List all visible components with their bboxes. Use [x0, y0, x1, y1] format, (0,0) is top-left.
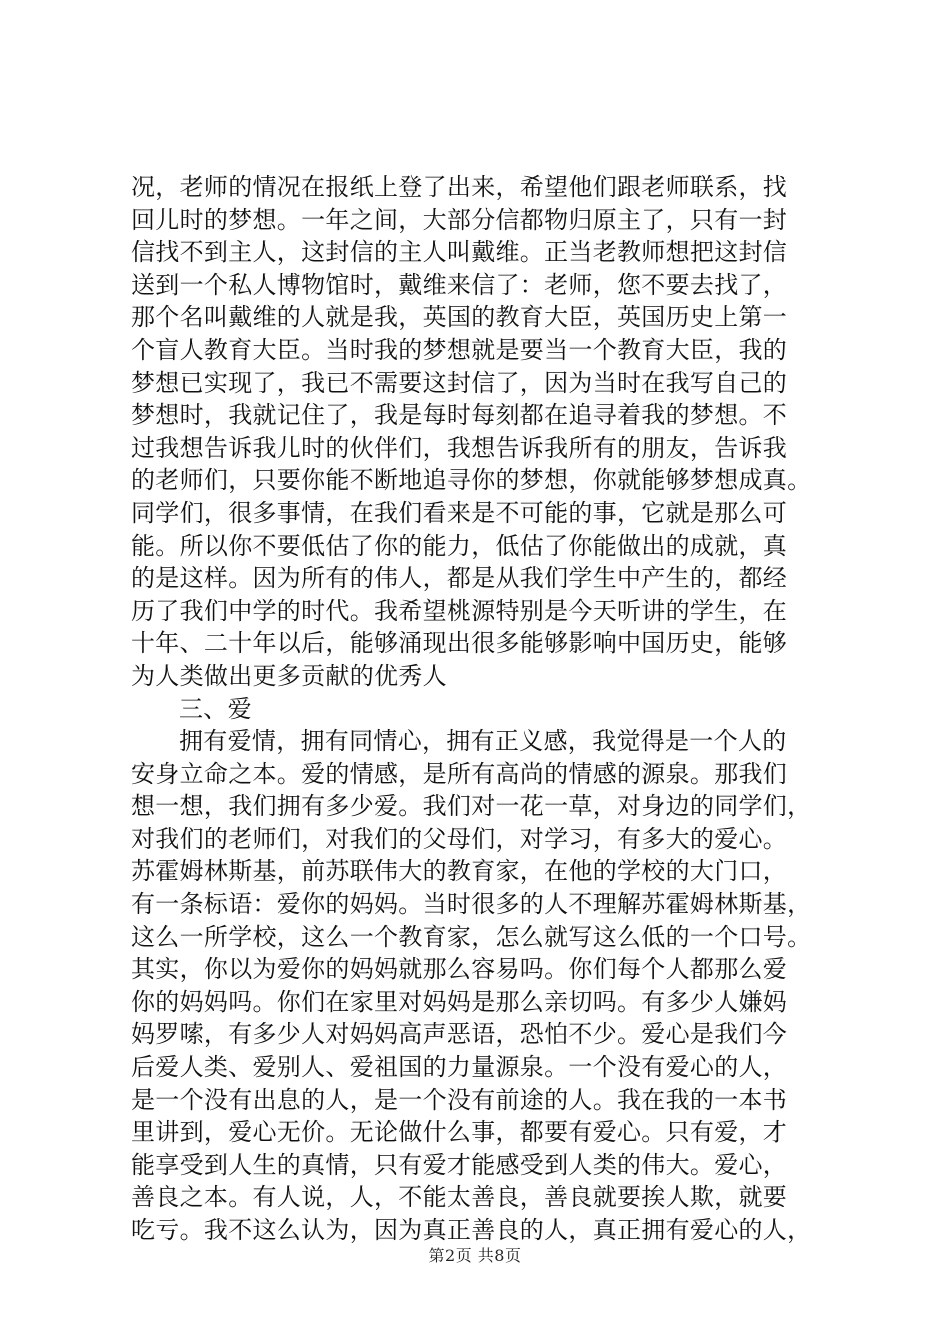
text-line: 梦想已实现了，我已不需要这封信了，因为当时在我写自己的 — [131, 368, 788, 397]
text-line: 十年、二十年以后，能够涌现出很多能够影响中国历史，能够 — [131, 629, 788, 658]
text-line: 苏霍姆林斯基，前苏联伟大的教育家，在他的学校的大门口， — [131, 857, 788, 886]
text-line: 善良之本。有人说，人，不能太善良，善良就要挨人欺，就要 — [131, 1183, 788, 1212]
text-line: 回儿时的梦想。一年之间，大部分信都物归原主了，只有一封 — [131, 205, 788, 234]
text-line: 想一想，我们拥有多少爱。我们对一花一草，对身边的同学们， — [131, 792, 812, 821]
text-line: 吃亏。我不这么认为，因为真正善良的人，真正拥有爱心的人， — [131, 1216, 812, 1244]
text-line: 能享受到人生的真情，只有爱才能感受到人类的伟大。爱心， — [131, 1150, 788, 1179]
section-heading: 三、爱 — [179, 694, 252, 723]
paragraph-first-line: 拥有爱情，拥有同情心，拥有正义感，我觉得是一个人的 — [179, 727, 787, 756]
text-line: 为人类做出更多贡献的优秀人 — [131, 661, 447, 690]
text-line: 能。所以你不要低估了你的能力，低估了你能做出的成就，真 — [131, 531, 788, 560]
text-line: 后爱人类、爱别人、爱祖国的力量源泉。一个没有爱心的人， — [131, 1053, 788, 1082]
text-line: 况，老师的情况在报纸上登了出来，希望他们跟老师联系，找 — [131, 173, 788, 201]
text-line: 过我想告诉我儿时的伙伴们，我想告诉我所有的朋友，告诉我 — [131, 433, 788, 462]
text-line: 其实，你以为爱你的妈妈就那么容易吗。你们每个人都那么爱 — [131, 955, 788, 984]
text-line: 是一个没有出息的人，是一个没有前途的人。我在我的一本书 — [131, 1085, 788, 1114]
text-line: 的是这样。因为所有的伟人，都是从我们学生中产生的，都经 — [131, 564, 788, 593]
text-line: 送到一个私人博物馆时，戴维来信了：老师，您不要去找了， — [131, 270, 788, 299]
text-line: 对我们的老师们，对我们的父母们，对学习，有多大的爱心。 — [131, 824, 788, 853]
text-line: 有一条标语：爱你的妈妈。当时很多的人不理解苏霍姆林斯基， — [131, 890, 812, 919]
text-line: 个盲人教育大臣。当时我的梦想就是要当一个教育大臣，我的 — [131, 335, 788, 364]
text-line: 信找不到主人，这封信的主人叫戴维。正当老教师想把这封信 — [131, 238, 788, 267]
text-line: 里讲到，爱心无价。无论做什么事，都要有爱心。只有爱，才 — [131, 1118, 788, 1147]
text-line: 的老师们，只要你能不断地追寻你的梦想，你就能够梦想成真。 — [131, 466, 812, 495]
text-line: 历了我们中学的时代。我希望桃源特别是今天听讲的学生，在 — [131, 596, 788, 625]
page-footer: 第2页 共8页 — [428, 1246, 522, 1265]
text-line: 梦想时，我就记住了，我是每时每刻都在追寻着我的梦想。不 — [131, 401, 788, 430]
text-line: 同学们，很多事情，在我们看来是不可能的事，它就是那么可 — [131, 498, 788, 527]
body-text — [131, 171, 851, 1247]
text-line: 你的妈妈吗。你们在家里对妈妈是那么亲切吗。有多少人嫌妈 — [131, 987, 788, 1016]
text-line: 妈罗嗦，有多少人对妈妈高声恶语，恐怕不少。爱心是我们今 — [131, 1020, 788, 1049]
text-line: 安身立命之本。爱的情感，是所有高尚的情感的源泉。那我们 — [131, 759, 788, 788]
text-line: 这么一所学校，这么一个教育家，怎么就写这么低的一个口号。 — [131, 922, 812, 951]
text-line: 那个名叫戴维的人就是我，英国的教育大臣，英国历史上第一 — [131, 303, 788, 332]
